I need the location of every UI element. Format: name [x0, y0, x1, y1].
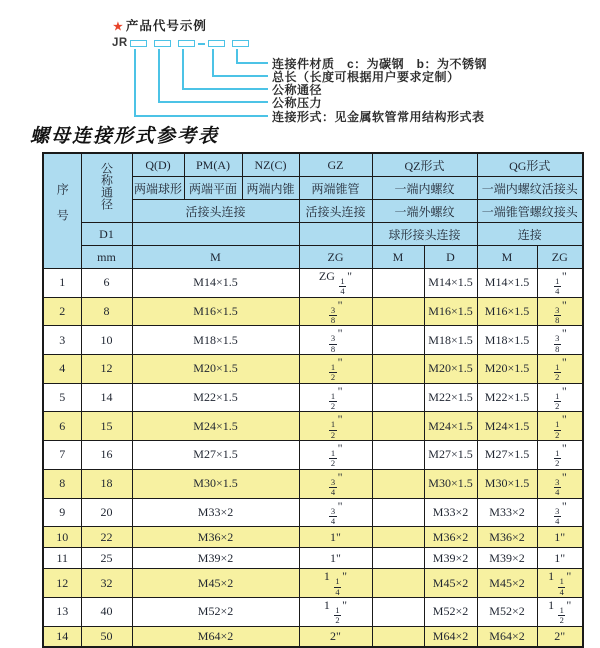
nut-connection-reference-table: [42, 152, 584, 648]
cell-qz-d: M18×1.5: [424, 326, 477, 355]
fraction-value: $\frac{1}{2}$: [555, 390, 560, 412]
cell-qz-m: [372, 626, 424, 647]
header-form-qd: Q(D): [132, 153, 184, 177]
cell-zg: $\frac{3}{4}$ ": [299, 469, 372, 498]
cell-qg-zg: 1 $\frac{1}{2}$ ": [537, 597, 583, 626]
cell-qg-m: M52×2: [477, 597, 537, 626]
connector-line: [134, 115, 268, 117]
connector-line: [182, 49, 184, 89]
cell-m: M64×2: [132, 626, 299, 647]
cell-qg-zg: $\frac{3}{8}$ ": [537, 326, 583, 355]
cell-qg-zg: 1": [537, 548, 583, 569]
header-conn-union: 活接头连接: [132, 200, 299, 223]
cell-m: M45×2: [132, 569, 299, 598]
cell-m: M18×1.5: [132, 326, 299, 355]
cell-qz-m: [372, 355, 424, 384]
cell-qz-d: M33×2: [424, 498, 477, 527]
label-material: 连接件材质 c：为碳钢 b：为不锈钢: [272, 57, 488, 71]
cell-m: M14×1.5: [132, 269, 299, 298]
cell-no: 3: [43, 326, 81, 355]
header-desc-gz: 两端锥管: [299, 177, 372, 200]
fraction-value: $\frac{1}{2}$: [559, 604, 564, 626]
cell-qg-m: M30×1.5: [477, 469, 537, 498]
cell-no: 14: [43, 626, 81, 647]
cell-qg-m: M45×2: [477, 569, 537, 598]
cell-zg: $\frac{3}{8}$ ": [299, 297, 372, 326]
connector-line: [212, 49, 214, 76]
cell-qz-d: M45×2: [424, 569, 477, 598]
header-unit-m1: M: [132, 246, 299, 269]
cell-zg: $\frac{1}{2}$ ": [299, 355, 372, 384]
cell-qz-d: M14×1.5: [424, 269, 477, 298]
cell-zg: 1 $\frac{1}{2}$ ": [299, 597, 372, 626]
cell-qz-m: [372, 269, 424, 298]
table-row: [43, 597, 583, 626]
cell-no: 2: [43, 297, 81, 326]
cell-zg: 1 $\frac{1}{4}$ ": [299, 569, 372, 598]
cell-qg-m: M16×1.5: [477, 297, 537, 326]
cell-qz-m: [372, 527, 424, 548]
cell-mm: 18: [81, 469, 132, 498]
code-prefix: JR: [112, 37, 128, 49]
cell-qz-m: [372, 383, 424, 412]
code-box-5: [232, 40, 249, 47]
cell-m: M22×1.5: [132, 383, 299, 412]
table-row: [43, 412, 583, 441]
fraction-value: $\frac{1}{4}$: [555, 276, 560, 297]
header-desc-qg: 一端内螺纹活接头: [477, 177, 583, 200]
connector-line: [158, 101, 268, 103]
cell-qg-zg: $\frac{1}{2}$ ": [537, 441, 583, 470]
table-row: [43, 355, 583, 384]
cell-qg-zg: $\frac{1}{2}$ ": [537, 412, 583, 441]
connector-line: [236, 49, 238, 63]
cell-qz-d: M27×1.5: [424, 441, 477, 470]
cell-mm: 8: [81, 297, 132, 326]
cell-zg: $\frac{1}{2}$ ": [299, 383, 372, 412]
header-conn-taper: 一端锥管螺纹接头: [477, 200, 583, 223]
cell-qz-m: [372, 412, 424, 441]
fraction-value: $\frac{3}{8}$: [330, 304, 336, 326]
fraction-value: $\frac{3}{4}$: [330, 505, 336, 526]
cell-qz-d: M52×2: [424, 597, 477, 626]
cell-no: 6: [43, 412, 81, 441]
label-total-length: 总长（长度可根据用户要求定制）: [272, 70, 460, 84]
table-row: [43, 326, 583, 355]
cell-zg: 1": [299, 548, 372, 569]
header-empty-cell: [132, 223, 299, 246]
cell-qz-m: [372, 498, 424, 527]
cell-qg-m: M36×2: [477, 527, 537, 548]
header-desc-qd: 两端球形: [132, 177, 184, 200]
header-unit-zg1: ZG: [299, 246, 372, 269]
label-nominal-pressure: 公称压力: [272, 96, 323, 110]
connector-line: [158, 49, 160, 102]
cell-mm: 12: [81, 355, 132, 384]
cell-zg: 2": [299, 626, 372, 647]
cell-mm: 40: [81, 597, 132, 626]
cell-mm: 25: [81, 548, 132, 569]
cell-qg-m: M22×1.5: [477, 383, 537, 412]
cell-qg-zg: $\frac{1}{2}$ ": [537, 355, 583, 384]
cell-qz-m: [372, 569, 424, 598]
star-icon: ★: [113, 21, 124, 33]
diagram-heading-text: 产品代号示例: [125, 19, 207, 33]
header-seq: 序号: [43, 153, 81, 269]
header-subconn: 连接: [477, 223, 583, 246]
cell-zg: 1": [299, 527, 372, 548]
table-row: [43, 269, 583, 298]
cell-mm: 20: [81, 498, 132, 527]
cell-qz-m: [372, 469, 424, 498]
table-row: [43, 548, 583, 569]
cell-no: 10: [43, 527, 81, 548]
cell-no: 1: [43, 269, 81, 298]
cell-qg-m: M24×1.5: [477, 412, 537, 441]
code-dash-separator: [198, 43, 205, 45]
fraction-value: $\frac{1}{2}$: [555, 448, 560, 469]
cell-qg-zg: $\frac{1}{2}$ ": [537, 383, 583, 412]
header-form-qz: QZ形式: [372, 153, 477, 177]
code-box-3: [178, 40, 195, 47]
cell-no: 11: [43, 548, 81, 569]
table-row: [43, 527, 583, 548]
cell-qz-d: M64×2: [424, 626, 477, 647]
cell-no: 5: [43, 383, 81, 412]
fraction-value: $\frac{3}{4}$: [555, 505, 560, 526]
cell-zg: $\frac{1}{2}$ ": [299, 441, 372, 470]
fraction-value: $\frac{3}{4}$: [555, 476, 560, 498]
header-desc-pma: 两端平面: [184, 177, 242, 200]
cell-qg-m: M18×1.5: [477, 326, 537, 355]
fraction-value: $\frac{1}{2}$: [330, 390, 336, 412]
cell-mm: 15: [81, 412, 132, 441]
cell-qz-d: M30×1.5: [424, 469, 477, 498]
fraction-value: $\frac{1}{4}$: [340, 276, 345, 297]
code-box-1: [130, 40, 147, 47]
cell-qg-m: M64×2: [477, 626, 537, 647]
cell-mm: 14: [81, 383, 132, 412]
diagram-heading: [113, 16, 207, 34]
cell-m: M24×1.5: [132, 412, 299, 441]
cell-no: 9: [43, 498, 81, 527]
cell-qg-zg: 1": [537, 527, 583, 548]
header-unit-m3: M: [477, 246, 537, 269]
cell-no: 7: [43, 441, 81, 470]
header-empty-cell: [299, 223, 372, 246]
header-d1: D1: [81, 223, 132, 246]
cell-no: 13: [43, 597, 81, 626]
connector-line: [134, 49, 136, 116]
cell-m: M20×1.5: [132, 355, 299, 384]
cell-zg: $\frac{1}{2}$ ": [299, 412, 372, 441]
header-unit-d: D: [424, 246, 477, 269]
cell-qg-m: M14×1.5: [477, 269, 537, 298]
cell-no: 8: [43, 469, 81, 498]
cell-m: M52×2: [132, 597, 299, 626]
header-form-pma: PM(A): [184, 153, 242, 177]
cell-zg: $\frac{3}{4}$ ": [299, 498, 372, 527]
cell-qg-m: M27×1.5: [477, 441, 537, 470]
connector-line: [236, 62, 268, 64]
table-row: [43, 297, 583, 326]
fraction-value: $\frac{3}{8}$: [555, 304, 560, 326]
fraction-value: $\frac{1}{2}$: [555, 419, 560, 440]
cell-qg-zg: 2": [537, 626, 583, 647]
cell-qg-zg: $\frac{3}{4}$ ": [537, 498, 583, 527]
cell-qz-d: M36×2: [424, 527, 477, 548]
table-row: [43, 383, 583, 412]
cell-qg-m: M33×2: [477, 498, 537, 527]
header-unit-m2: M: [372, 246, 424, 269]
cell-no: 12: [43, 569, 81, 598]
cell-m: M39×2: [132, 548, 299, 569]
header-conn-union-gz: 活接头连接: [299, 200, 372, 223]
header-form-nzc: NZ(C): [242, 153, 299, 177]
table-header: [43, 153, 583, 269]
cell-m: M30×1.5: [132, 469, 299, 498]
fraction-value: $\frac{3}{8}$: [330, 333, 336, 354]
fraction-value: $\frac{1}{2}$: [330, 419, 336, 440]
cell-qz-m: [372, 597, 424, 626]
table-body: [43, 269, 583, 648]
table-row: [43, 441, 583, 470]
cell-qz-d: M16×1.5: [424, 297, 477, 326]
header-form-qg: QG形式: [477, 153, 583, 177]
fraction-value: $\frac{1}{2}$: [555, 362, 560, 383]
cell-qz-d: M39×2: [424, 548, 477, 569]
cell-zg: $\frac{3}{8}$ ": [299, 326, 372, 355]
cell-m: M36×2: [132, 527, 299, 548]
label-nominal-diameter: 公称通径: [272, 83, 323, 97]
code-box-2: [154, 40, 171, 47]
cell-qz-m: [372, 297, 424, 326]
cell-qg-m: M20×1.5: [477, 355, 537, 384]
fraction-value: $\frac{3}{8}$: [555, 333, 560, 354]
code-box-4: [208, 40, 225, 47]
cell-mm: 10: [81, 326, 132, 355]
cell-qz-d: M22×1.5: [424, 383, 477, 412]
cell-mm: 6: [81, 269, 132, 298]
table-row: [43, 498, 583, 527]
fraction-value: $\frac{1}{4}$: [335, 576, 340, 597]
fraction-value: $\frac{1}{4}$: [559, 576, 564, 597]
header-unit-zg2: ZG: [537, 246, 583, 269]
connector-line: [212, 75, 268, 77]
cell-zg: ZG $\frac{1}{4}$ ": [299, 269, 372, 298]
cell-qz-m: [372, 441, 424, 470]
fraction-value: $\frac{1}{2}$: [330, 362, 336, 383]
cell-qg-zg: $\frac{3}{4}$ ": [537, 469, 583, 498]
header-subconn-ball: 球形接头连接: [372, 223, 477, 246]
cell-qg-zg: $\frac{3}{8}$ ": [537, 297, 583, 326]
table-title: 螺母连接形式参考表: [30, 125, 220, 147]
cell-qg-m: M39×2: [477, 548, 537, 569]
header-diameter: 公称通径: [81, 153, 132, 223]
header-conn-ext-thread: 一端外螺纹: [372, 200, 477, 223]
table-row: [43, 569, 583, 598]
header-form-gz: GZ: [299, 153, 372, 177]
cell-qz-m: [372, 326, 424, 355]
cell-mm: 16: [81, 441, 132, 470]
cell-mm: 32: [81, 569, 132, 598]
fraction-value: $\frac{1}{2}$: [330, 448, 336, 469]
header-desc-nzc: 两端内锥: [242, 177, 299, 200]
cell-m: M33×2: [132, 498, 299, 527]
cell-mm: 50: [81, 626, 132, 647]
cell-m: M16×1.5: [132, 297, 299, 326]
cell-qg-zg: 1 $\frac{1}{4}$ ": [537, 569, 583, 598]
cell-m: M27×1.5: [132, 441, 299, 470]
label-connection-form: 连接形式：见金属软管常用结构形式表: [272, 110, 485, 124]
connector-line: [182, 88, 268, 90]
fraction-value: $\frac{3}{4}$: [330, 476, 336, 498]
header-desc-qz: 一端内螺纹: [372, 177, 477, 200]
table-row: [43, 469, 583, 498]
cell-qg-zg: $\frac{1}{4}$ ": [537, 269, 583, 298]
cell-no: 4: [43, 355, 81, 384]
cell-mm: 22: [81, 527, 132, 548]
cell-qz-d: M24×1.5: [424, 412, 477, 441]
cell-qz-m: [372, 548, 424, 569]
fraction-value: $\frac{1}{2}$: [335, 604, 340, 626]
header-mm: mm: [81, 246, 132, 269]
table-row: [43, 626, 583, 647]
cell-qz-d: M20×1.5: [424, 355, 477, 384]
